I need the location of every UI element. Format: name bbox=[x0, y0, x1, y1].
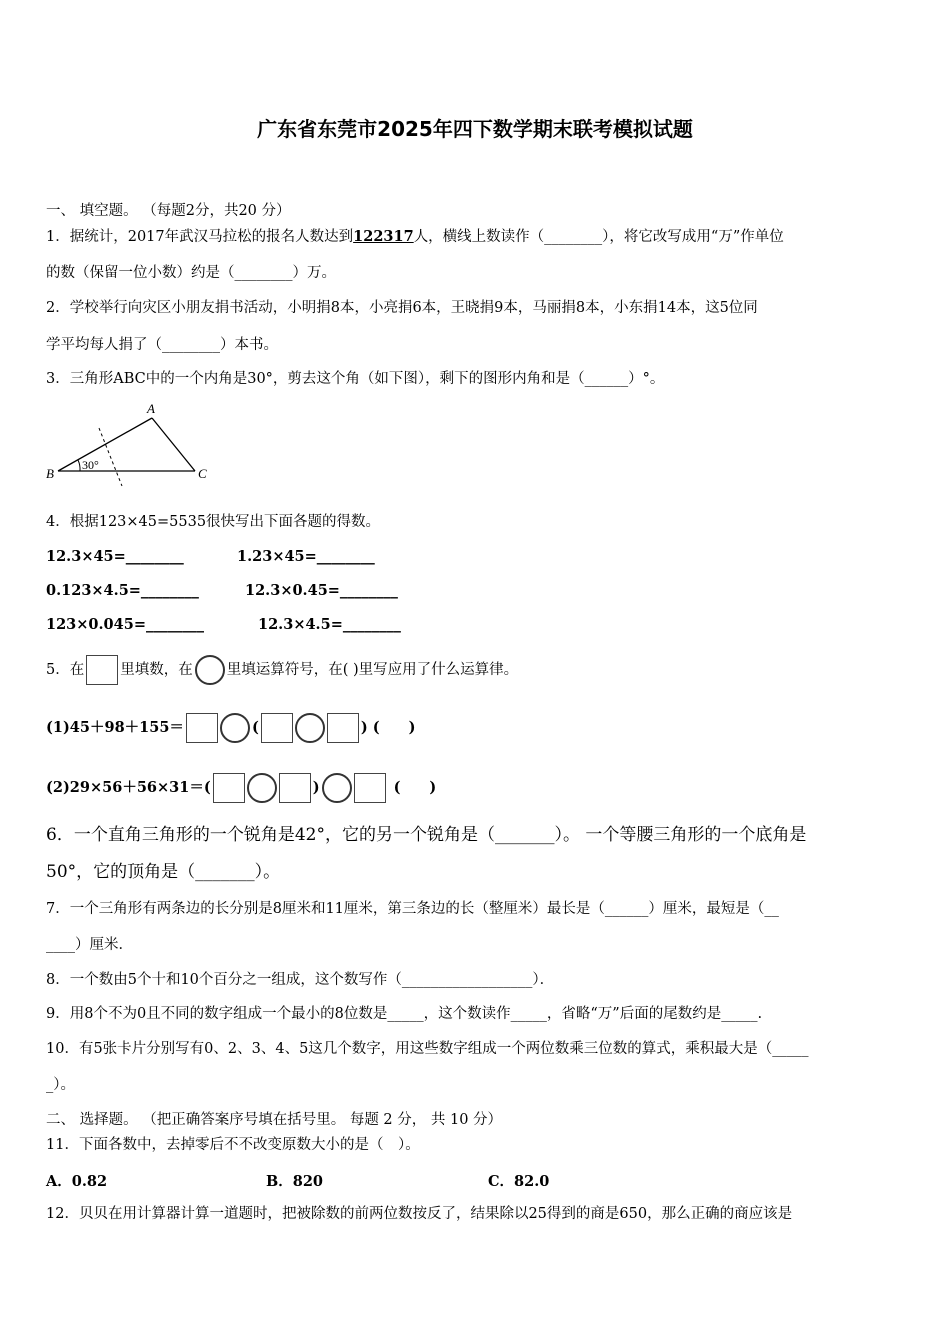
q5-intro-a: 5．在 bbox=[46, 662, 85, 678]
question-10-line-2: _）。 bbox=[46, 1077, 75, 1093]
question-2-line-1: 2．学校举行向灾区小朋友捐书活动，小明捐8本，小亮捐6本，王晓捐9本，马丽捐8本，小东捐14本，这5位同 bbox=[46, 300, 758, 316]
q4-item-5: 123×0.045=________ bbox=[46, 616, 204, 633]
answer-box[interactable] bbox=[186, 713, 218, 743]
answer-box[interactable] bbox=[327, 713, 359, 743]
question-1-line-2: 的数（保留一位小数）约是（________）万。 bbox=[46, 265, 336, 281]
q4-item-3: 0.123×4.5=________ bbox=[46, 582, 199, 599]
q4-item-1: 12.3×45=________ bbox=[46, 548, 184, 565]
question-2-line-2: 学平均每人捐了（________）本书。 bbox=[46, 337, 278, 353]
question-11-text: 11．下面各数中，去掉零后不不改变原数大小的是（ ）。 bbox=[46, 1137, 420, 1153]
q5-row2-end: ( ) bbox=[393, 779, 437, 796]
question-3-text: 3．三角形ABC中的一个内角是30°，剪去这个角（如下图），剩下的图形内角和是（______）°。 bbox=[46, 371, 665, 387]
q11-option-b: B．820 bbox=[266, 1173, 324, 1190]
question-5-row-2 bbox=[46, 770, 436, 806]
q5-row2-close: ) bbox=[312, 779, 320, 796]
side-ac bbox=[152, 418, 195, 471]
triangle-figure bbox=[44, 398, 214, 490]
question-10-line-1: 10．有5张卡片分别写有0、2、3、4、5这几个数字，用这些数字组成一个两位数乘三位数的算式，乘积最大是（_____ bbox=[46, 1041, 809, 1057]
answer-box[interactable] bbox=[213, 773, 245, 803]
angle-arc bbox=[78, 460, 80, 471]
answer-box[interactable] bbox=[279, 773, 311, 803]
q1-number: 122317 bbox=[353, 228, 414, 245]
operator-circle[interactable] bbox=[295, 713, 325, 743]
q4-item-2: 1.23×45=________ bbox=[237, 548, 375, 565]
q4-item-6: 12.3×4.5=________ bbox=[258, 616, 401, 633]
q1-text-b: 人，横线上数读作（________），将它改写成用“万”作单位 bbox=[413, 229, 784, 245]
operator-circle[interactable] bbox=[247, 773, 277, 803]
question-5-row-1 bbox=[46, 710, 415, 746]
question-4-text: 4．根据123×45=5535很快写出下面各题的得数。 bbox=[46, 514, 381, 530]
question-5-intro bbox=[46, 652, 518, 688]
label-b: B bbox=[46, 466, 54, 481]
question-8-text: 8．一个数由5个十和10个百分之一组成，这个数写作（__________________）． bbox=[46, 972, 555, 988]
side-ba bbox=[58, 418, 152, 471]
square-placeholder-icon bbox=[86, 655, 118, 685]
q5-row1-close: ) ( ) bbox=[360, 719, 416, 736]
q5-row1-open: ( bbox=[251, 719, 259, 736]
q5-row2-prefix: (2)29×56＋56×31＝( bbox=[46, 779, 211, 796]
operator-circle[interactable] bbox=[322, 773, 352, 803]
question-1-line-1 bbox=[46, 227, 904, 247]
answer-box[interactable] bbox=[261, 713, 293, 743]
q11-option-c: C．82.0 bbox=[488, 1173, 550, 1190]
operator-circle[interactable] bbox=[220, 713, 250, 743]
question-7-line-2: ____）厘米． bbox=[46, 937, 133, 953]
question-12-text: 12．贝贝在用计算器计算一道题时，把被除数的前两位数按反了，结果除以25得到的商是650，那么正确的商应该是 bbox=[46, 1206, 793, 1222]
page-title: 广东省东莞市2025年四下数学期末联考模拟试题 bbox=[257, 117, 693, 141]
section-1-heading: 一、 填空题。 （每题2分，共20 分） bbox=[46, 203, 291, 219]
label-c: C bbox=[198, 466, 207, 481]
circle-placeholder-icon bbox=[195, 655, 225, 685]
angle-label: 30° bbox=[82, 458, 99, 472]
answer-box[interactable] bbox=[354, 773, 386, 803]
label-a: A bbox=[147, 401, 155, 416]
section-2-heading: 二、 选择题。 （把正确答案序号填在括号里。 每题 2 分， 共 10 分） bbox=[46, 1112, 503, 1128]
question-6-line-2: 50°，它的顶角是（_______）。 bbox=[46, 862, 281, 882]
question-9-text: 9．用8个不为0且不同的数字组成一个最小的8位数是_____，这个数读作_____，省略“万”后面的尾数约是_____. bbox=[46, 1006, 763, 1022]
q5-intro-c: 里填运算符号，在( )里写应用了什么运算律。 bbox=[226, 662, 519, 678]
q5-row1-prefix: (1)45＋98＋155＝ bbox=[46, 719, 184, 736]
q11-option-a: A．0.82 bbox=[46, 1173, 108, 1190]
q5-intro-b: 里填数，在 bbox=[120, 662, 193, 678]
question-7-line-1: 7．一个三角形有两条边的长分别是8厘米和11厘米，第三条边的长（整厘米）最长是（______）厘米，最短是（__ bbox=[46, 901, 779, 917]
question-6-line-1: 6．一个直角三角形的一个锐角是42°，它的另一个锐角是（_______）。 一个等腰三角形的一个底角是 bbox=[46, 825, 807, 845]
q4-item-4: 12.3×0.45=________ bbox=[245, 582, 398, 599]
q1-text-a: 1．据统计，2017年武汉马拉松的报名人数达到 bbox=[46, 229, 354, 245]
